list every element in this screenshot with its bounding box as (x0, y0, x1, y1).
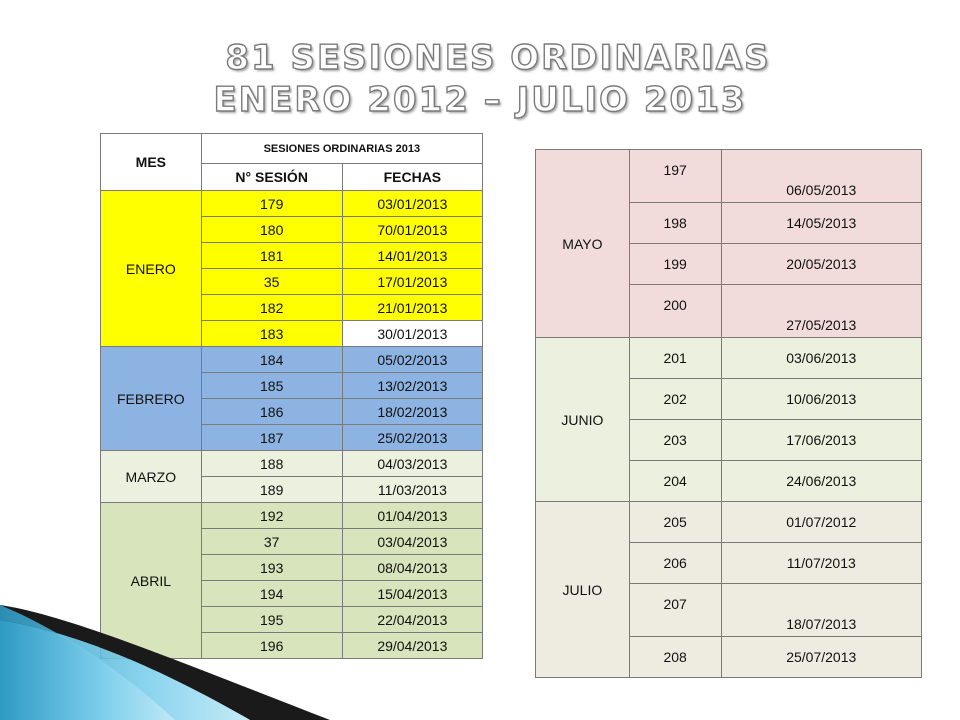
table-row (101, 347, 483, 373)
session-date-cell: 08/04/2013 (342, 555, 482, 581)
session-date-cell: 14/01/2013 (342, 243, 482, 269)
session-date-cell: 20/05/2013 (721, 244, 922, 285)
header-session-number: N° SESIÓN (201, 164, 342, 191)
session-date-cell: 18/07/2013 (721, 584, 922, 637)
session-date-cell: 13/02/2013 (342, 373, 482, 399)
decorative-swoosh (0, 560, 960, 720)
session-number-cell: 193 (201, 555, 342, 581)
session-number-cell: 197 (629, 150, 721, 203)
session-date-cell: 03/04/2013 (342, 529, 482, 555)
session-date-cell: 17/06/2013 (721, 420, 922, 461)
session-number-cell: 206 (629, 543, 721, 584)
session-number-cell: 180 (201, 217, 342, 243)
month-cell: FEBRERO (101, 347, 202, 451)
session-number-cell: 186 (201, 399, 342, 425)
table-row (101, 503, 483, 529)
table-row (536, 338, 922, 379)
session-date-cell: 25/07/2013 (721, 637, 922, 678)
month-cell: MAYO (536, 150, 630, 338)
session-number-cell: 201 (629, 338, 721, 379)
session-number-cell: 187 (201, 425, 342, 451)
session-number-cell: 208 (629, 637, 721, 678)
session-date-cell: 01/04/2013 (342, 503, 482, 529)
session-date-cell: 06/05/2013 (721, 150, 922, 203)
session-number-cell: 205 (629, 502, 721, 543)
session-number-cell: 189 (201, 477, 342, 503)
session-date-cell: 70/01/2013 (342, 217, 482, 243)
session-date-cell: 03/06/2013 (721, 338, 922, 379)
session-date-cell: 22/04/2013 (342, 607, 482, 633)
session-number-cell: 188 (201, 451, 342, 477)
session-date-cell: 30/01/2013 (342, 321, 482, 347)
session-date-cell: 11/03/2013 (342, 477, 482, 503)
session-date-cell: 17/01/2013 (342, 269, 482, 295)
session-date-cell: 18/02/2013 (342, 399, 482, 425)
session-number-cell: 185 (201, 373, 342, 399)
session-date-cell: 11/07/2013 (721, 543, 922, 584)
month-cell: ABRIL (101, 503, 202, 659)
session-number-cell: 195 (201, 607, 342, 633)
month-cell: JUNIO (536, 338, 630, 502)
session-date-cell: 01/07/2012 (721, 502, 922, 543)
table-row (536, 150, 922, 203)
session-date-cell: 25/02/2013 (342, 425, 482, 451)
session-date-cell: 05/02/2013 (342, 347, 482, 373)
session-number-cell: 182 (201, 295, 342, 321)
month-cell: JULIO (536, 502, 630, 678)
session-number-cell: 35 (201, 269, 342, 295)
session-number-cell: 192 (201, 503, 342, 529)
session-number-cell: 207 (629, 584, 721, 637)
month-cell: ENERO (101, 191, 202, 347)
session-number-cell: 203 (629, 420, 721, 461)
session-date-cell: 15/04/2013 (342, 581, 482, 607)
session-number-cell: 198 (629, 203, 721, 244)
session-date-cell: 27/05/2013 (721, 285, 922, 338)
title-line-1: 81 SESIONES ORDINARIAS (225, 38, 771, 78)
session-number-cell: 179 (201, 191, 342, 217)
table-row (101, 451, 483, 477)
title-line-2: ENERO 2012 – JULIO 2013 (213, 80, 747, 120)
session-number-cell: 200 (629, 285, 721, 338)
table-row (536, 502, 922, 543)
session-number-cell: 194 (201, 581, 342, 607)
session-number-cell: 184 (201, 347, 342, 373)
session-date-cell: 24/06/2013 (721, 461, 922, 502)
header-group: SESIONES ORDINARIAS 2013 (201, 134, 482, 164)
session-date-cell: 04/03/2013 (342, 451, 482, 477)
session-date-cell: 21/01/2013 (342, 295, 482, 321)
session-date-cell: 29/04/2013 (342, 633, 482, 659)
session-date-cell: 14/05/2013 (721, 203, 922, 244)
session-number-cell: 202 (629, 379, 721, 420)
header-dates: FECHAS (342, 164, 482, 191)
session-number-cell: 204 (629, 461, 721, 502)
session-number-cell: 199 (629, 244, 721, 285)
header-month: MES (101, 134, 202, 191)
session-date-cell: 10/06/2013 (721, 379, 922, 420)
table-row (101, 191, 483, 217)
session-date-cell: 03/01/2013 (342, 191, 482, 217)
session-number-cell: 37 (201, 529, 342, 555)
session-number-cell: 183 (201, 321, 342, 347)
session-number-cell: 196 (201, 633, 342, 659)
session-number-cell: 181 (201, 243, 342, 269)
month-cell: MARZO (101, 451, 202, 503)
